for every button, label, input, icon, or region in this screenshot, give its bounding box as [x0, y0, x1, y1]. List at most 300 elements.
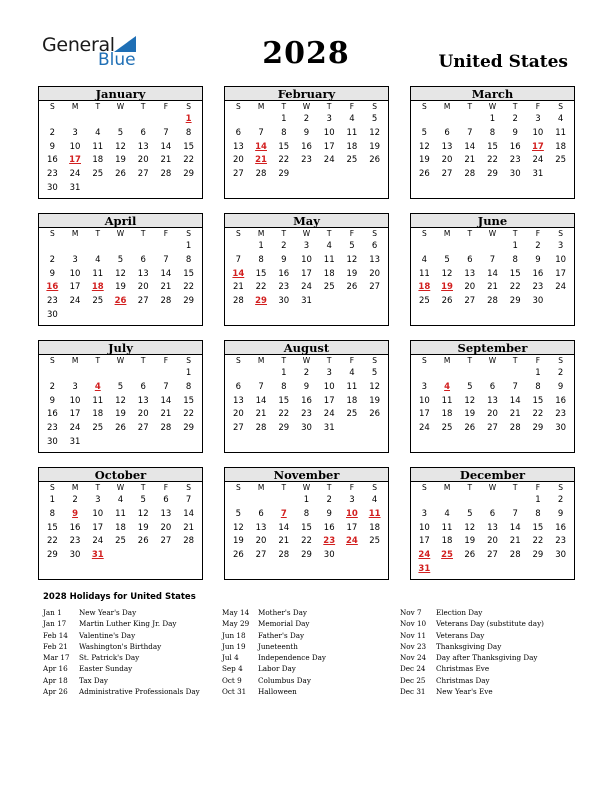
day-cell: 14	[509, 522, 521, 533]
holiday-row	[43, 675, 200, 686]
holiday-date: May 29	[222, 619, 250, 629]
weekday-label: S	[235, 102, 241, 111]
holiday-day: 23	[323, 536, 336, 547]
day-cell: 12	[369, 381, 381, 392]
day-cell: 30	[323, 550, 335, 561]
day-cell: 2	[557, 495, 564, 505]
weekday-label: F	[535, 356, 541, 365]
empty-cell	[436, 240, 459, 254]
empty-cell	[227, 367, 250, 381]
day-grid	[39, 355, 202, 450]
day-grid	[39, 228, 202, 323]
day-cell: 6	[163, 495, 169, 505]
holiday-day: 16	[46, 282, 59, 293]
month-title: November	[225, 468, 388, 482]
holiday-date: Feb 14	[43, 630, 68, 640]
empty-cell	[41, 113, 64, 127]
weekday-label: F	[163, 356, 169, 365]
day-cell: 2	[326, 495, 332, 505]
empty-cell	[250, 494, 273, 508]
day-cell: 29	[509, 296, 521, 307]
weekday-label: W	[116, 229, 125, 238]
holiday-row	[222, 675, 326, 686]
empty-cell	[64, 240, 87, 254]
day-cell: 1	[281, 114, 287, 124]
calendar-year: 2028	[262, 36, 350, 71]
holiday-day: 7	[280, 508, 287, 519]
day-cell: 12	[418, 141, 430, 152]
day-cell: 11	[92, 395, 104, 406]
holiday-date: Dec 25	[400, 675, 426, 685]
holiday-row	[222, 652, 326, 663]
holiday-name: New Year's Eve	[436, 687, 493, 697]
holiday-name: Tax Day	[79, 675, 108, 685]
weekday-label: M	[71, 356, 79, 365]
day-cell: 24	[69, 169, 81, 180]
day-cell: 8	[185, 127, 192, 138]
weekday-label: W	[302, 229, 311, 238]
day-cell: 29	[183, 169, 195, 180]
empty-cell	[155, 240, 178, 254]
holiday-day: 31	[91, 550, 104, 561]
empty-cell	[481, 494, 504, 508]
day-cell: 1	[512, 241, 518, 251]
day-cell: 8	[535, 381, 541, 392]
day-cell: 21	[255, 409, 267, 420]
day-cell: 28	[509, 550, 521, 561]
day-cell: 11	[115, 508, 126, 519]
day-cell: 4	[117, 495, 124, 505]
day-cell: 2	[303, 114, 310, 124]
day-cell: 27	[487, 423, 498, 434]
day-cell: 23	[532, 282, 544, 293]
empty-cell	[86, 240, 109, 254]
weekday-label: S	[372, 229, 378, 238]
day-cell: 24	[532, 155, 544, 166]
day-cell: 22	[301, 536, 312, 547]
day-cell: 10	[69, 141, 81, 152]
empty-cell	[413, 240, 436, 254]
day-cell: 15	[532, 522, 544, 533]
holiday-row	[400, 607, 544, 618]
day-cell: 28	[255, 169, 267, 180]
weekday-label: T	[467, 229, 473, 238]
day-cell: 20	[487, 536, 498, 547]
holiday-date: Nov 7	[400, 608, 422, 617]
holiday-row	[400, 618, 544, 629]
day-cell: 21	[464, 155, 476, 166]
holiday-name: Labor Day	[258, 664, 296, 674]
day-cell: 31	[301, 296, 312, 307]
weekday-label: M	[443, 102, 451, 111]
day-cell: 18	[346, 141, 358, 152]
weekday-label: S	[235, 356, 241, 365]
day-cell: 9	[535, 254, 541, 265]
holiday-row	[400, 686, 544, 697]
day-cell: 21	[487, 282, 498, 293]
holiday-name: Columbus Day	[258, 675, 311, 685]
day-cell: 28	[464, 169, 476, 180]
day-cell: 17	[323, 141, 335, 152]
holiday-date: Apr 18	[43, 675, 68, 685]
day-cell: 24	[323, 409, 335, 420]
day-cell: 11	[346, 381, 358, 392]
holiday-name: Day after Thanksgiving Day	[436, 653, 538, 663]
day-cell: 25	[555, 155, 567, 166]
day-cell: 2	[49, 254, 56, 265]
month-february	[224, 86, 389, 199]
day-cell: 8	[281, 127, 287, 138]
day-cell: 25	[369, 536, 381, 547]
empty-cell	[413, 494, 436, 508]
weekday-label: S	[372, 356, 378, 365]
day-cell: 1	[535, 495, 541, 505]
day-cell: 7	[512, 381, 518, 392]
day-cell: 27	[137, 296, 149, 307]
empty-cell	[436, 367, 459, 381]
weekday-label: W	[488, 356, 497, 365]
weekday-label: W	[116, 483, 125, 492]
empty-cell	[250, 367, 273, 381]
day-cell: 18	[92, 409, 104, 420]
day-cell: 29	[183, 296, 195, 307]
holiday-day: 31	[418, 563, 431, 574]
day-cell: 29	[301, 550, 312, 561]
day-cell: 13	[369, 254, 381, 265]
weekday-label: S	[49, 229, 55, 238]
day-cell: 18	[369, 522, 381, 533]
day-cell: 9	[326, 508, 332, 519]
empty-cell	[64, 113, 87, 127]
day-cell: 31	[323, 423, 335, 434]
month-title: October	[39, 468, 202, 482]
day-cell: 3	[326, 368, 332, 378]
day-cell: 29	[487, 169, 498, 180]
empty-cell	[132, 367, 155, 381]
day-cell: 6	[140, 254, 146, 265]
day-cell: 13	[487, 395, 498, 406]
day-cell: 22	[278, 409, 290, 420]
weekday-label: M	[71, 483, 79, 492]
empty-cell	[155, 367, 178, 381]
weekday-label: F	[535, 483, 541, 492]
day-cell: 22	[46, 536, 58, 547]
weekday-label: F	[349, 483, 355, 492]
day-cell: 24	[555, 282, 567, 293]
day-cell: 9	[303, 381, 310, 392]
day-cell: 15	[183, 268, 195, 279]
day-cell: 6	[489, 508, 496, 519]
day-cell: 21	[160, 282, 172, 293]
holiday-name: Memorial Day	[258, 619, 310, 629]
day-cell: 5	[371, 114, 378, 124]
day-cell: 20	[137, 282, 149, 293]
day-cell: 10	[69, 395, 81, 406]
holiday-column	[43, 607, 200, 697]
holiday-date: Jul 4	[222, 653, 239, 663]
holiday-date: Jun 18	[222, 630, 246, 640]
weekday-label: S	[421, 483, 427, 492]
day-cell: 29	[183, 423, 195, 434]
day-cell: 10	[69, 268, 81, 279]
month-title: March	[411, 87, 574, 101]
day-cell: 2	[512, 114, 518, 124]
holiday-name: Halloween	[258, 687, 297, 697]
empty-cell	[436, 113, 459, 127]
day-cell: 12	[115, 268, 126, 279]
holiday-row	[43, 652, 200, 663]
weekday-label: M	[443, 356, 451, 365]
weekday-label: W	[116, 356, 125, 365]
day-cell: 30	[46, 182, 58, 193]
day-cell: 6	[140, 381, 146, 392]
day-cell: 15	[301, 522, 312, 533]
empty-cell	[155, 113, 178, 127]
holiday-day: 9	[72, 508, 79, 519]
day-cell: 20	[232, 155, 244, 166]
day-cell: 28	[160, 169, 172, 180]
day-cell: 3	[72, 254, 78, 265]
day-cell: 3	[421, 508, 428, 519]
day-cell: 18	[441, 536, 453, 547]
day-cell: 4	[95, 254, 101, 265]
day-cell: 23	[555, 536, 567, 547]
empty-cell	[413, 113, 436, 127]
day-cell: 25	[92, 296, 104, 307]
month-november	[224, 467, 389, 580]
day-cell: 30	[278, 296, 290, 307]
weekday-label: T	[326, 102, 332, 111]
weekday-label: T	[281, 102, 287, 111]
day-cell: 30	[46, 436, 58, 447]
weekday-label: T	[95, 229, 101, 238]
day-grid	[411, 355, 574, 436]
day-cell: 2	[535, 241, 541, 251]
holiday-date: Dec 24	[400, 664, 426, 674]
holiday-row	[43, 686, 200, 697]
day-cell: 7	[185, 495, 192, 505]
day-cell: 5	[349, 241, 355, 251]
day-cell: 21	[278, 536, 290, 547]
day-cell: 3	[326, 114, 332, 124]
holiday-name: Veterans Day (substitute day)	[436, 619, 544, 629]
holiday-column	[222, 607, 326, 697]
day-cell: 16	[509, 141, 521, 152]
day-cell: 11	[555, 127, 567, 138]
day-cell: 8	[185, 381, 192, 392]
day-cell: 18	[115, 522, 126, 533]
day-cell: 13	[137, 395, 149, 406]
day-cell: 30	[46, 309, 58, 320]
day-cell: 27	[232, 423, 244, 434]
holiday-day: 1	[185, 114, 192, 124]
day-cell: 25	[346, 155, 358, 166]
weekday-label: F	[349, 356, 355, 365]
weekday-label: S	[558, 483, 564, 492]
weekday-label: W	[116, 102, 125, 111]
day-cell: 13	[137, 141, 149, 152]
day-cell: 14	[255, 395, 267, 406]
weekday-label: S	[421, 229, 427, 238]
empty-cell	[458, 367, 481, 381]
holiday-day: 24	[418, 550, 431, 561]
day-cell: 4	[371, 495, 378, 505]
holiday-row	[43, 663, 200, 674]
day-cell: 8	[512, 254, 518, 265]
empty-cell	[504, 494, 527, 508]
day-cell: 9	[49, 395, 56, 406]
holiday-date: Nov 11	[400, 630, 427, 640]
day-cell: 22	[255, 282, 267, 293]
day-cell: 23	[555, 409, 567, 420]
day-cell: 19	[115, 409, 126, 420]
weekday-label: W	[302, 483, 311, 492]
empty-cell	[413, 367, 436, 381]
day-cell: 26	[369, 155, 381, 166]
empty-cell	[86, 367, 109, 381]
day-cell: 25	[441, 423, 453, 434]
weekday-label: T	[281, 483, 287, 492]
weekday-label: T	[140, 102, 146, 111]
day-cell: 10	[323, 127, 335, 138]
day-cell: 21	[160, 155, 172, 166]
holiday-name: Christmas Day	[436, 675, 490, 685]
day-cell: 15	[46, 522, 58, 533]
day-cell: 16	[46, 409, 58, 420]
empty-cell	[64, 367, 87, 381]
holiday-name: Administrative Professionals Day	[79, 687, 200, 697]
day-cell: 4	[421, 254, 428, 265]
day-cell: 15	[255, 268, 267, 279]
holiday-date: Nov 23	[400, 641, 427, 651]
day-cell: 6	[235, 381, 242, 392]
day-cell: 25	[346, 409, 358, 420]
day-cell: 22	[509, 282, 521, 293]
day-cell: 18	[441, 409, 453, 420]
day-cell: 22	[532, 409, 544, 420]
day-cell: 12	[369, 127, 381, 138]
day-cell: 1	[185, 241, 192, 251]
day-cell: 9	[281, 254, 287, 265]
weekday-label: S	[235, 229, 241, 238]
day-cell: 3	[557, 241, 564, 251]
holiday-name: Christmas Eve	[436, 664, 490, 674]
day-cell: 4	[557, 114, 564, 124]
day-cell: 24	[69, 296, 81, 307]
weekday-label: T	[281, 356, 287, 365]
holiday-name: Thanksgiving Day	[436, 641, 502, 651]
holiday-day: 14	[255, 141, 267, 152]
day-cell: 11	[418, 268, 430, 279]
day-cell: 19	[232, 536, 244, 547]
day-cell: 20	[487, 409, 498, 420]
day-cell: 8	[185, 254, 192, 265]
empty-cell	[109, 113, 132, 127]
month-title: June	[411, 214, 574, 228]
empty-cell	[436, 494, 459, 508]
holiday-name: Father's Day	[258, 630, 305, 640]
holiday-day: 17	[69, 155, 81, 166]
holiday-row	[43, 641, 200, 652]
holiday-row	[400, 630, 544, 641]
weekday-label: W	[302, 356, 311, 365]
day-cell: 1	[49, 495, 56, 505]
day-cell: 14	[160, 268, 172, 279]
day-cell: 26	[115, 169, 126, 180]
weekday-label: W	[302, 102, 311, 111]
holiday-date: May 14	[222, 608, 250, 617]
day-cell: 17	[418, 409, 430, 420]
month-december	[410, 467, 575, 580]
day-cell: 28	[278, 550, 290, 561]
weekday-label: F	[535, 229, 541, 238]
logo-text-blue: Blue	[98, 50, 136, 70]
day-cell: 26	[115, 423, 126, 434]
day-cell: 25	[92, 169, 104, 180]
holiday-day: 11	[368, 508, 381, 519]
day-cell: 27	[487, 550, 498, 561]
day-cell: 20	[441, 155, 453, 166]
weekday-label: S	[421, 356, 427, 365]
weekday-label: S	[49, 102, 55, 111]
day-cell: 15	[487, 141, 498, 152]
empty-cell	[41, 367, 64, 381]
day-cell: 16	[46, 155, 58, 166]
day-cell: 6	[489, 381, 496, 392]
day-cell: 19	[464, 409, 476, 420]
holiday-row	[43, 630, 200, 641]
day-cell: 26	[464, 423, 476, 434]
weekday-label: M	[257, 483, 265, 492]
day-cell: 27	[464, 296, 476, 307]
holiday-day: 14	[232, 268, 245, 279]
holiday-day: 29	[255, 296, 267, 307]
month-october	[38, 467, 203, 580]
weekday-label: F	[163, 229, 169, 238]
day-cell: 14	[160, 395, 172, 406]
weekday-label: S	[372, 483, 378, 492]
day-cell: 9	[512, 127, 518, 138]
day-cell: 18	[555, 141, 567, 152]
weekday-label: F	[163, 483, 169, 492]
weekday-label: S	[421, 102, 427, 111]
weekday-label: S	[49, 483, 55, 492]
day-grid	[411, 101, 574, 182]
day-cell: 30	[301, 423, 312, 434]
day-cell: 5	[371, 368, 378, 378]
weekday-label: T	[512, 483, 518, 492]
holiday-row	[43, 607, 200, 618]
weekday-label: F	[535, 102, 541, 111]
day-cell: 11	[441, 395, 453, 406]
day-cell: 13	[464, 268, 476, 279]
day-cell: 28	[255, 423, 267, 434]
day-cell: 30	[509, 169, 521, 180]
day-cell: 13	[232, 141, 244, 152]
day-cell: 3	[72, 127, 78, 138]
weekday-label: S	[558, 356, 564, 365]
empty-cell	[109, 240, 132, 254]
holiday-day: 4	[444, 381, 451, 392]
day-cell: 9	[303, 127, 310, 138]
day-cell: 4	[349, 114, 355, 124]
day-cell: 17	[92, 522, 104, 533]
empty-cell	[41, 240, 64, 254]
holiday-row	[400, 641, 544, 652]
day-cell: 27	[137, 423, 149, 434]
holiday-date: Jun 19	[222, 641, 246, 651]
day-cell: 17	[323, 395, 335, 406]
